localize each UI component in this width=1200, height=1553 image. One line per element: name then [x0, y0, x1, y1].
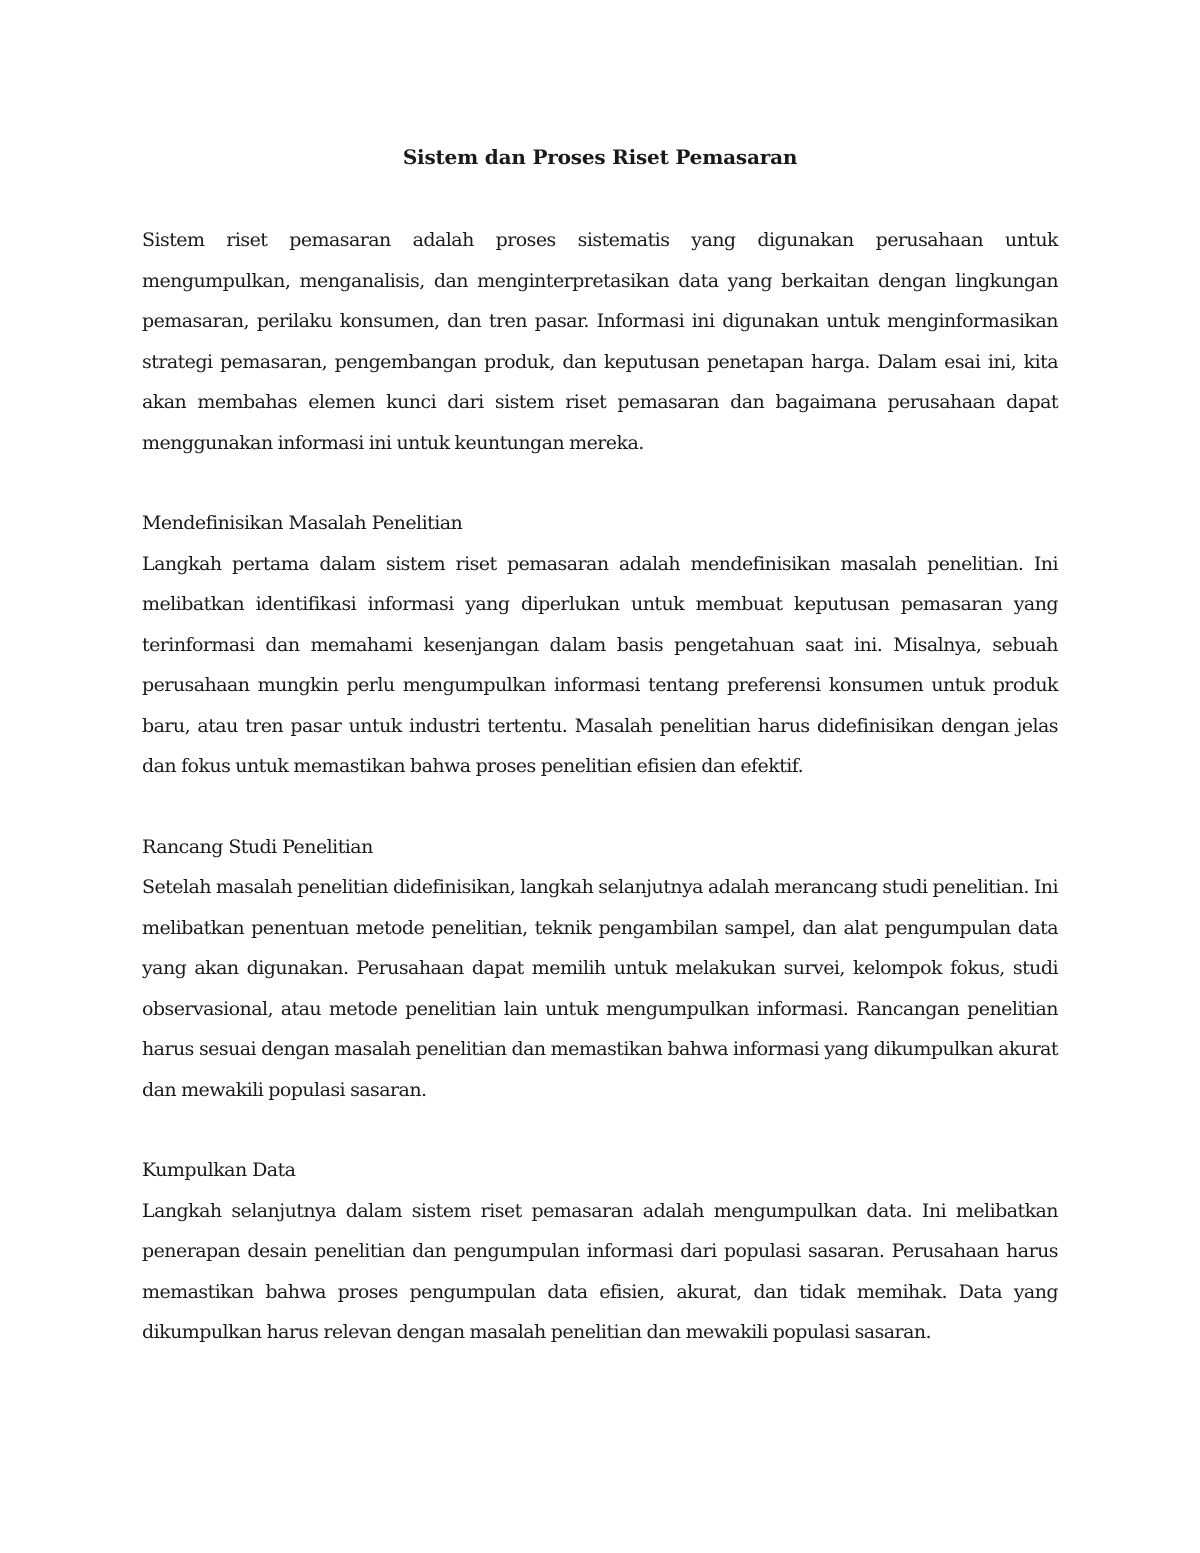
intro-paragraph: Sistem riset pemasaran adalah proses sistematis yang digunakan perusahaan untuk mengumpulkan, menganalisis, dan menginterpretasikan data yang berkaitan dengan lingkungan pemasaran, perilaku konsumen, dan tren pasar. Informasi ini digunakan untuk menginformasikan strategi pemasaran, pengembangan produk, dan keputusan penetapan harga. Dalam esai ini, kita akan membahas elemen kunci dari sistem riset pemasaran dan bagaimana perusahaan dapat menggunakan informasi ini untuk keuntungan mereka. — [142, 229, 1058, 454]
section-define-problem — [142, 503, 1058, 787]
section-paragraph: Langkah pertama dalam sistem riset pemasaran adalah mendefinisikan masalah penelitian. Ini melibatkan identifikasi informasi yang diperlukan untuk membuat keputusan pemasaran yang terinformasi dan memahami kesenjangan dalam basis pengetahuan saat ini. Misalnya, sebuah perusahaan mungkin perlu mengumpulkan informasi tentang preferensi konsumen untuk produk baru, atau tren pasar untuk industri tertentu. Masalah penelitian harus didefinisikan dengan jelas dan fokus untuk memastikan bahwa proses penelitian efisien dan efektif. — [142, 552, 1058, 777]
section-heading: Rancang Studi Penelitian — [142, 835, 373, 858]
section-design-study — [142, 827, 1058, 1111]
section-collect-data — [142, 1150, 1058, 1353]
section-paragraph: Setelah masalah penelitian didefinisikan, langkah selanjutnya adalah merancang studi penelitian. Ini melibatkan penentuan metode penelitian, teknik pengambilan sampel, dan alat pengumpulan data yang akan digunakan. Perusahaan dapat memilih untuk melakukan survei, kelompok fokus, studi observasional, atau metode penelitian lain untuk mengumpulkan informasi. Rancangan penelitian harus sesuai dengan masalah penelitian dan memastikan bahwa informasi yang dikumpulkan akurat dan mewakili populasi sasaran. — [142, 876, 1058, 1101]
document-page — [142, 140, 1058, 1353]
section-heading: Mendefinisikan Masalah Penelitian — [142, 512, 463, 534]
document-title: Sistem dan Proses Riset Pemasaran — [402, 145, 798, 169]
section-heading: Kumpulkan Data — [142, 1159, 296, 1181]
section-paragraph: Langkah selanjutnya dalam sistem riset pemasaran adalah mengumpulkan data. Ini melibatkan penerapan desain penelitian dan pengumpulan informasi dari populasi sasaran. Perusahaan harus memastikan bahwa proses pengumpulan data efisien, akurat, dan tidak memihak. Data yang dikumpulkan harus relevan dengan masalah penelitian dan mewakili populasi sasaran. — [142, 1199, 1058, 1343]
